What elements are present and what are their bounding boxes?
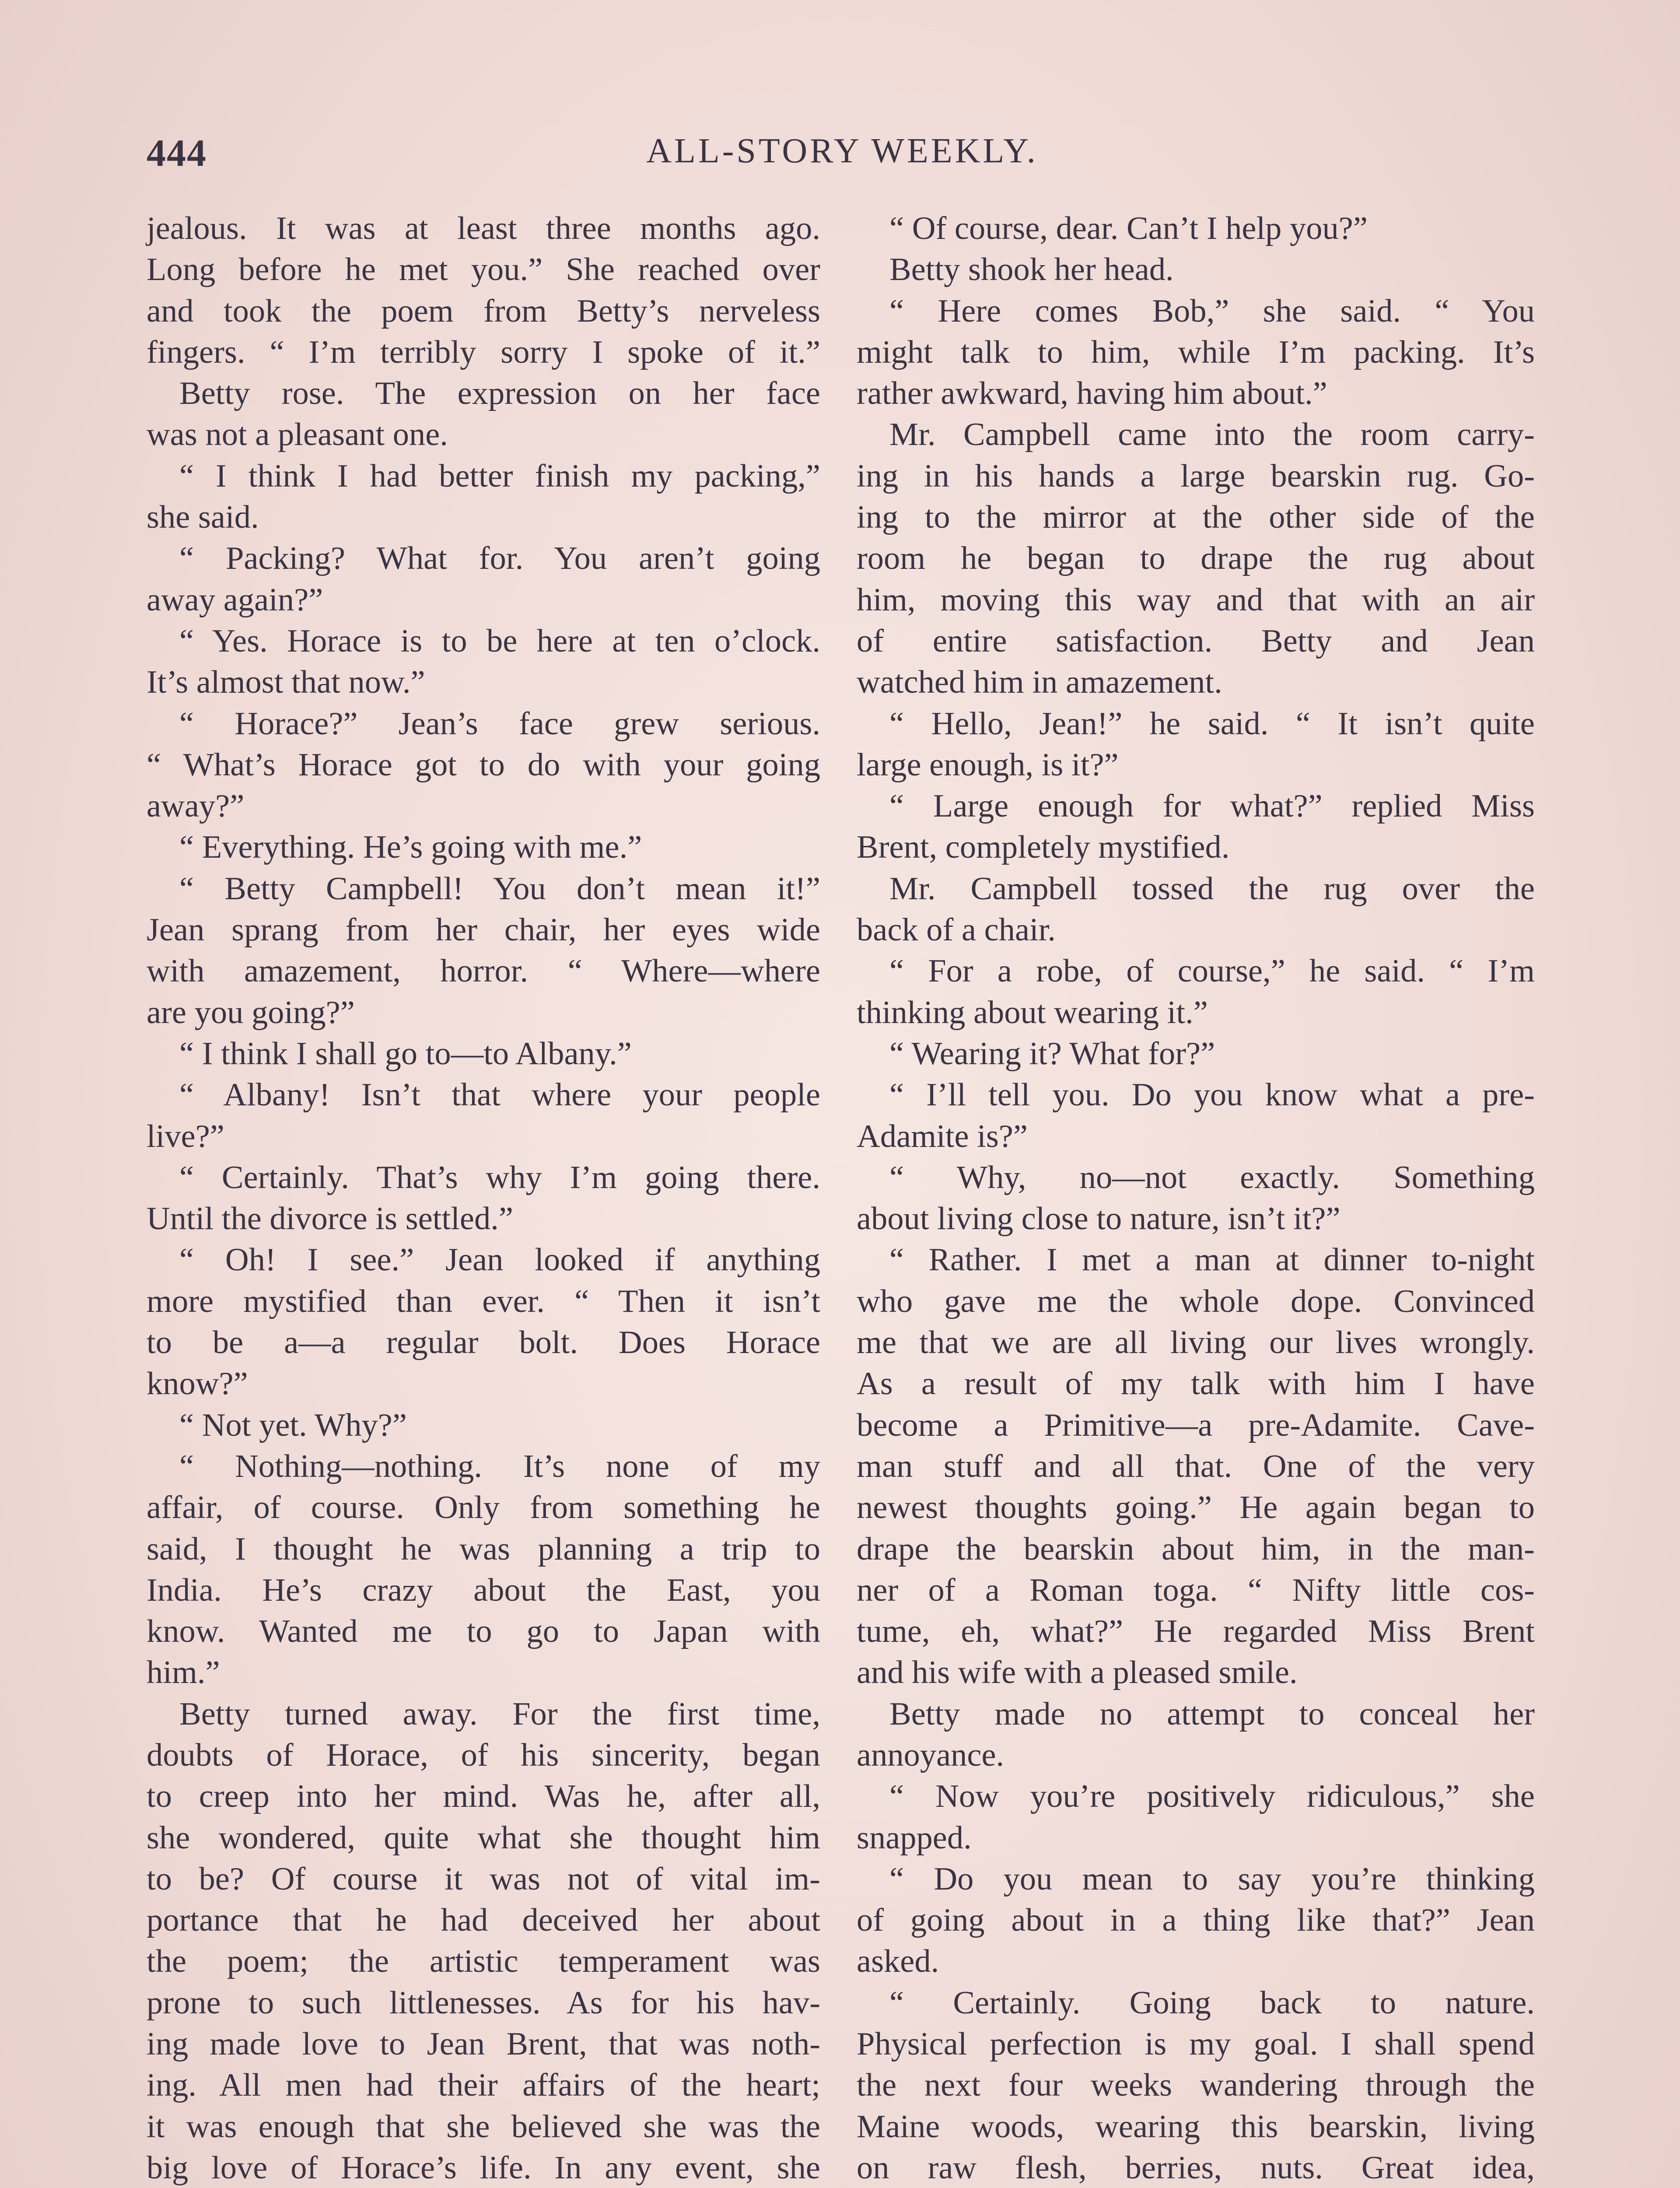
text-line: back of a chair.	[857, 912, 1056, 948]
text-line: Mr. Campbell came into the room carry-	[889, 417, 1535, 453]
text-line: live?”	[147, 1118, 224, 1154]
text-line: Until the divorce is settled.”	[147, 1201, 513, 1237]
text-line: on raw flesh, berries, nuts. Great idea,	[857, 2149, 1535, 2186]
text-line: to be? Of course it was not of vital im-	[147, 1861, 820, 1897]
text-line: who gave me the whole dope. Convinced	[857, 1283, 1535, 1319]
text-line: “ I think I had better finish my packing,”	[179, 458, 820, 494]
text-line: ing in his hands a large bearskin rug. Go-	[857, 458, 1535, 494]
text-line: jealous. It was at least three months ago.	[147, 210, 820, 246]
left-text-column	[147, 208, 820, 2188]
text-line: portance that he had deceived her about	[147, 1902, 820, 1939]
text-line: to be a—a regular bolt. Does Horace	[147, 1325, 820, 1361]
text-line: large enough, is it?”	[857, 747, 1119, 783]
text-line: prone to such littlenesses. As for his hav-	[147, 1985, 820, 2021]
text-line: was not a pleasant one.	[147, 417, 448, 453]
text-line: him, moving this way and that with an air	[857, 582, 1535, 618]
text-line: annoyance.	[857, 1737, 1004, 1773]
text-line: know. Wanted me to go to Japan with	[147, 1613, 820, 1650]
text-line: and his wife with a pleased smile.	[857, 1655, 1298, 1691]
text-line: “ Why, no—not exactly. Something	[889, 1159, 1535, 1196]
text-line: “ Everything. He’s going with me.”	[179, 829, 642, 866]
text-line: she wondered, quite what she thought him	[147, 1820, 820, 1856]
text-line: become a Primitive—a pre-Adamite. Cave-	[857, 1407, 1535, 1443]
text-line: away?”	[147, 788, 245, 824]
text-line: “ Hello, Jean!” he said. “ It isn’t quite	[889, 705, 1535, 742]
text-line: “ Nothing—nothing. It’s none of my	[179, 1448, 820, 1484]
text-line: “ Not yet. Why?”	[179, 1407, 407, 1443]
text-line: Betty shook her head.	[889, 252, 1174, 288]
text-line: Physical perfection is my goal. I shall spend	[857, 2026, 1535, 2062]
text-line: drape the bearskin about him, in the man-	[857, 1531, 1535, 1567]
text-line: doubts of Horace, of his sincerity, began	[147, 1737, 820, 1773]
text-line: Long before he met you.” She reached over	[147, 252, 820, 288]
text-line: “ Certainly. That’s why I’m going there.	[179, 1159, 820, 1196]
text-line: India. He’s crazy about the East, you	[147, 1572, 820, 1608]
text-line: “ Rather. I met a man at dinner to-night	[889, 1242, 1535, 1278]
text-line: “ Wearing it? What for?”	[889, 1035, 1215, 1072]
text-line: it was enough that she believed she was the	[147, 2108, 820, 2145]
text-line: “ Packing? What for. You aren’t going	[179, 540, 820, 577]
text-line: “ Betty Campbell! You don’t mean it!”	[179, 870, 820, 907]
text-line: “ Here comes Bob,” she said. “ You	[889, 293, 1535, 329]
text-line: snapped.	[857, 1820, 972, 1856]
text-line: fingers. “ I’m terribly sorry I spoke of it.”	[147, 334, 820, 370]
text-line: with amazement, horror. “ Where—where	[147, 953, 820, 989]
right-text-column	[857, 208, 1535, 2188]
text-line: ing made love to Jean Brent, that was noth-	[147, 2026, 820, 2062]
text-line: know?”	[147, 1366, 248, 1402]
text-line: “ Of course, dear. Can’t I help you?”	[889, 210, 1368, 246]
text-line: As a result of my talk with him I have	[857, 1366, 1535, 1402]
text-line: Adamite is?”	[857, 1118, 1028, 1154]
text-line: thinking about wearing it.”	[857, 994, 1208, 1031]
text-line: ing to the mirror at the other side of the	[857, 499, 1535, 536]
page-number: 444	[147, 132, 207, 175]
text-line: room he began to drape the rug about	[857, 540, 1535, 577]
text-line: “ I’ll tell you. Do you know what a pre-	[889, 1077, 1535, 1113]
text-line: him.”	[147, 1655, 220, 1691]
text-line: Maine woods, wearing this bearskin, living	[857, 2108, 1535, 2145]
text-line: Jean sprang from her chair, her eyes wide	[147, 912, 820, 948]
text-line: tume, eh, what?” He regarded Miss Brent	[857, 1613, 1535, 1650]
text-line: the next four weeks wandering through the	[857, 2067, 1535, 2104]
text-line: “ I think I shall go to—to Albany.”	[179, 1035, 632, 1072]
text-line: of entire satisfaction. Betty and Jean	[857, 623, 1535, 659]
text-line: rather awkward, having him about.”	[857, 375, 1327, 412]
running-title: ALL-STORY WEEKLY.	[646, 132, 1038, 170]
text-line: “ Horace?” Jean’s face grew serious.	[179, 705, 820, 742]
text-line: “ Certainly. Going back to nature.	[889, 1985, 1535, 2021]
text-line: more mystified than ever. “ Then it isn’t	[147, 1283, 820, 1319]
text-line: “ For a robe, of course,” he said. “ I’m	[889, 953, 1535, 989]
text-line: ing. All men had their affairs of the heart;	[147, 2067, 820, 2104]
text-line: “ Oh! I see.” Jean looked if anything	[179, 1242, 820, 1278]
text-line: the poem; the artistic temperament was	[147, 1943, 820, 1980]
text-line: Betty rose. The expression on her face	[179, 375, 820, 412]
text-line: It’s almost that now.”	[147, 664, 425, 701]
text-line: might talk to him, while I’m packing. It’s	[857, 334, 1535, 370]
text-line: newest thoughts going.” He again began to	[857, 1490, 1535, 1526]
page-header	[147, 127, 1538, 193]
text-line: said, I thought he was planning a trip to	[147, 1531, 820, 1567]
text-line: me that we are all living our lives wrongly.	[857, 1325, 1535, 1361]
text-line: “ What’s Horace got to do with your going	[147, 747, 820, 783]
text-line: away again?”	[147, 582, 323, 618]
text-line: and took the poem from Betty’s nerveless	[147, 293, 820, 329]
text-line: ner of a Roman toga. “ Nifty little cos-	[857, 1572, 1535, 1608]
text-line: “ Yes. Horace is to be here at ten o’clock.	[179, 623, 820, 659]
text-line: “ Now you’re positively ridiculous,” she	[889, 1778, 1535, 1815]
text-line: she said.	[147, 499, 259, 536]
text-line: “ Large enough for what?” replied Miss	[889, 788, 1535, 824]
text-line: watched him in amazement.	[857, 664, 1222, 701]
text-line: asked.	[857, 1943, 939, 1980]
text-line: to creep into her mind. Was he, after all,	[147, 1778, 820, 1815]
text-line: Mr. Campbell tossed the rug over the	[889, 870, 1535, 907]
text-line: big love of Horace’s life. In any event, she	[147, 2149, 820, 2186]
text-line: Brent, completely mystified.	[857, 829, 1230, 866]
text-line: about living close to nature, isn’t it?”	[857, 1201, 1340, 1237]
text-line: affair, of course. Only from something he	[147, 1490, 820, 1526]
text-line: “ Do you mean to say you’re thinking	[889, 1861, 1535, 1897]
text-line: of going about in a thing like that?” Jean	[857, 1902, 1535, 1939]
text-line: man stuff and all that. One of the very	[857, 1448, 1535, 1484]
text-line: “ Albany! Isn’t that where your people	[179, 1077, 820, 1113]
text-line: Betty turned away. For the first time,	[179, 1696, 820, 1732]
text-line: are you going?”	[147, 994, 355, 1031]
text-line: Betty made no attempt to conceal her	[889, 1696, 1535, 1732]
